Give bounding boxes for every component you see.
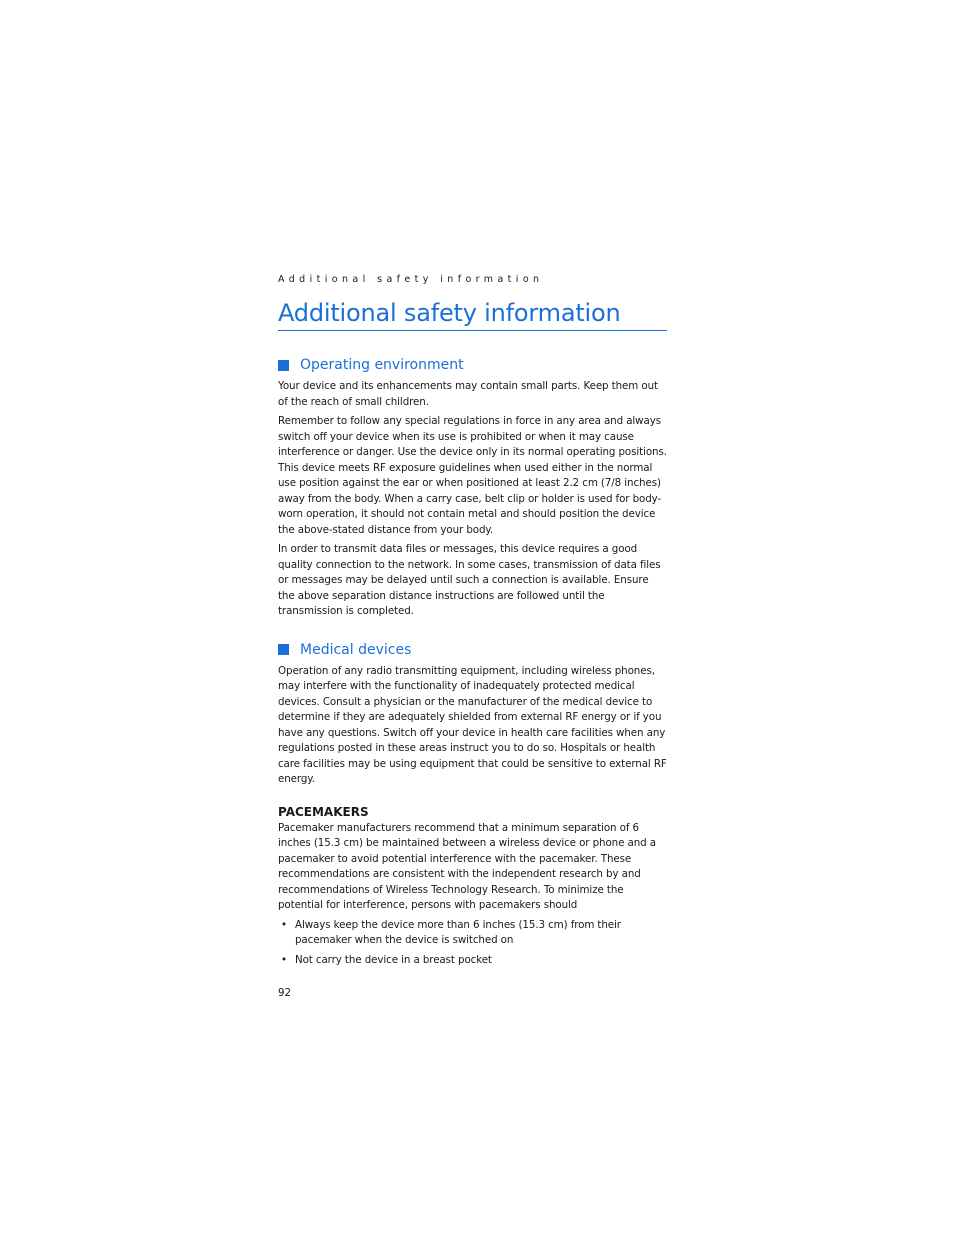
list-item-text: Not carry the device in a breast pocket [295, 953, 492, 966]
section-heading-medical-devices [278, 640, 667, 660]
section-heading-label: Medical devices [300, 641, 412, 658]
list-item-text: Always keep the device more than 6 inches (15.3 cm) from their pacemaker when the device is switched on [295, 918, 621, 946]
paragraph: Pacemaker manufacturers recommend that a minimum separation of 6 inches (15.3 cm) be maintained between a wireless device or phone and a pacemaker to avoid potential interference with the pacemaker. These recommendations are consistent with the independent research by and recommendations of Wireless Technology Research. To minimize the potential for interference, persons with pacemakers should [278, 821, 656, 911]
square-icon [278, 644, 289, 655]
page-title: Additional safety information [278, 298, 667, 331]
section-heading-operating-environment [278, 355, 667, 375]
paragraph: Operation of any radio transmitting equipment, including wireless phones, may interfere with the functionality of inadequately protected medical devices. Consult a physician or the manufacturer of the medical device to determine if they are adequately shielded from external RF energy or if you have any questions. Switch off your device in health care facilities when any regulations posted in these areas instruct you to do so. Hospitals or health care facilities may be using equipment that could be sensitive to external RF energy. [278, 664, 667, 785]
pacemakers-heading: PACEMAKERS [278, 804, 369, 819]
pacemaker-bullet-list [278, 918, 667, 969]
section-heading-label: Operating environment [300, 357, 464, 373]
bullet-icon: • [281, 953, 287, 966]
square-icon [278, 360, 289, 371]
paragraph: Remember to follow any special regulations in force in any area and always switch off your device when its use is prohibited or when it may cause interference or danger. Use the device only in its normal operating positions. This device meets RF exposure guidelines when used either in the normal use position against the ear or when positioned at least 2.2 cm (7/8 inches) away from the body. When a carry case, belt clip or holder is used for body-worn operation, it should not contain metal and should position the device the above-stated distance from your body. [278, 415, 667, 536]
page-number: 92 [278, 987, 292, 999]
list-item [278, 953, 667, 969]
list-item [278, 918, 667, 949]
paragraph: In order to transmit data files or messages, this device requires a good quality connection to the network. In some cases, transmission of data files or messages may be delayed until such a connection is available. Ensure the above separation distance instructions are followed until the transmission is completed. [278, 543, 661, 617]
running-header: Additional safety information [278, 274, 544, 285]
document-page [278, 272, 667, 1001]
paragraph: Your device and its enhancements may contain small parts. Keep them out of the reach of small children. [278, 380, 658, 408]
bullet-icon: • [281, 918, 287, 931]
